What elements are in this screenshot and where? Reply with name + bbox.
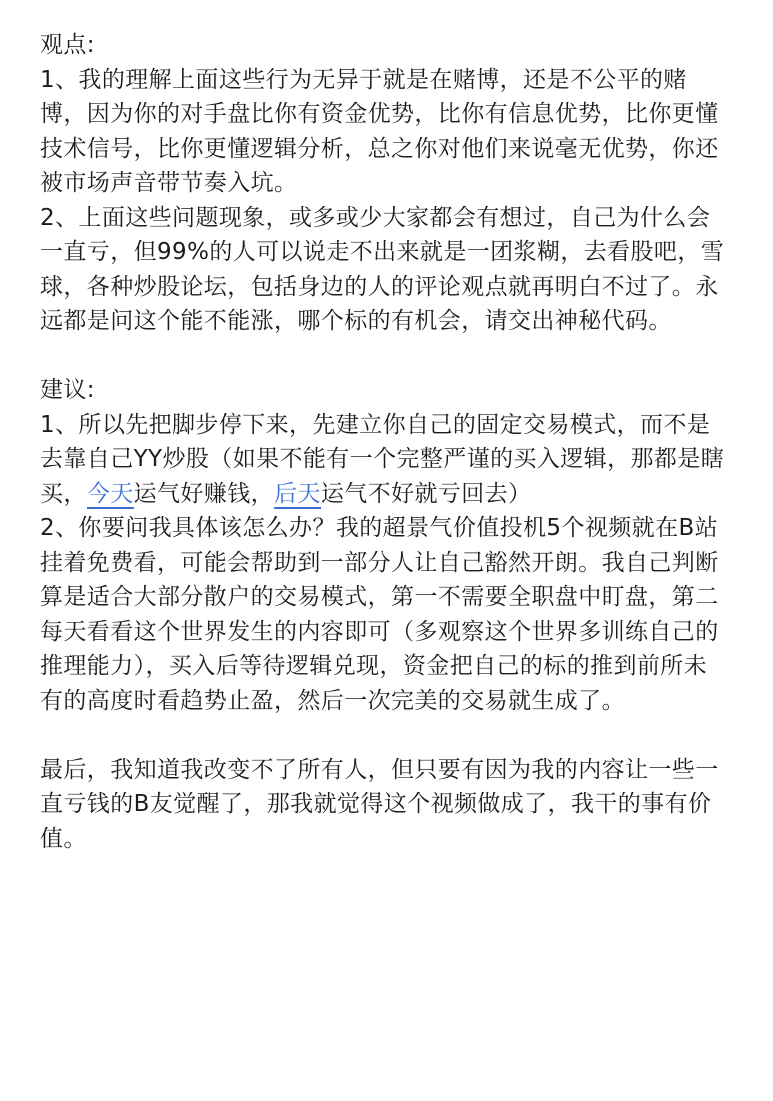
- text-line: 每天看看这个世界发生的内容即可（多观察这个世界多训练自己的: [40, 618, 719, 645]
- text-line: 有的高度时看趋势止盈，然后一次完美的交易就生成了。: [40, 687, 625, 714]
- text-line: 算是适合大部分散户的交易模式，第一不需要全职盘中盯盘，第二: [40, 584, 719, 610]
- text-segment: 买，: [40, 480, 87, 507]
- text-line: 值。: [40, 825, 87, 852]
- text-line: 2、上面这些问题现象，或多或少大家都会有想过，自己为什么会: [40, 204, 711, 231]
- text-line-with-links: [40, 477, 740, 512]
- link-today[interactable]: 今天: [86, 480, 134, 507]
- link-day-after-tomorrow[interactable]: 后天: [274, 480, 321, 507]
- viewpoint-heading: 观点:: [40, 32, 95, 58]
- text-line: 1、所以先把脚步停下来，先建立你自己的固定交易模式，而不是: [40, 411, 711, 438]
- paragraph-gap: [40, 718, 740, 753]
- text-line: 1、我的理解上面这些行为无异于就是在赌博，还是不公平的赌: [40, 66, 687, 93]
- text-line: 球，各种炒股论坛，包括身边的人的评论观点就再明白不过了。永: [40, 273, 719, 300]
- paragraph-gap: [40, 339, 740, 374]
- text-segment: 运气好赚钱，: [133, 480, 275, 507]
- text-segment: 运气不好就亏回去）: [320, 480, 532, 507]
- text-line: 最后，我知道我改变不了所有人，但只要有因为我的内容让一些一: [40, 756, 719, 783]
- text-line: 博，因为你的对手盘比你有资金优势，比你有信息优势，比你更懂: [40, 101, 719, 127]
- article-body: [40, 28, 740, 856]
- text-line: 被市场声音带节奏入坑。: [40, 170, 298, 196]
- text-line: 一直亏，但99%的人可以说走不出来就是一团浆糊，去看股吧，雪: [40, 239, 725, 265]
- text-line: 2、你要问我具体该怎么办？我的超景气价值投机5个视频就在B站: [40, 515, 719, 541]
- suggestion-heading: 建议:: [40, 377, 95, 403]
- text-line: 去靠自己YY炒股（如果不能有一个完整严谨的买入逻辑，那都是瞎: [40, 446, 725, 472]
- text-line: 技术信号，比你更懂逻辑分析，总之你对他们来说毫无优势，你还: [40, 135, 719, 162]
- text-line: 推理能力），买入后等待逻辑兑现，资金把自己的标的推到前所未: [40, 653, 708, 679]
- text-line: 远都是问这个能不能涨，哪个标的有机会，请交出神秘代码。: [40, 308, 672, 334]
- text-line: 直亏钱的B友觉醒了，那我就觉得这个视频做成了，我干的事有价: [40, 791, 712, 817]
- text-line: 挂着免费看，可能会帮助到一部分人让自己豁然开朗。我自己判断: [40, 549, 719, 576]
